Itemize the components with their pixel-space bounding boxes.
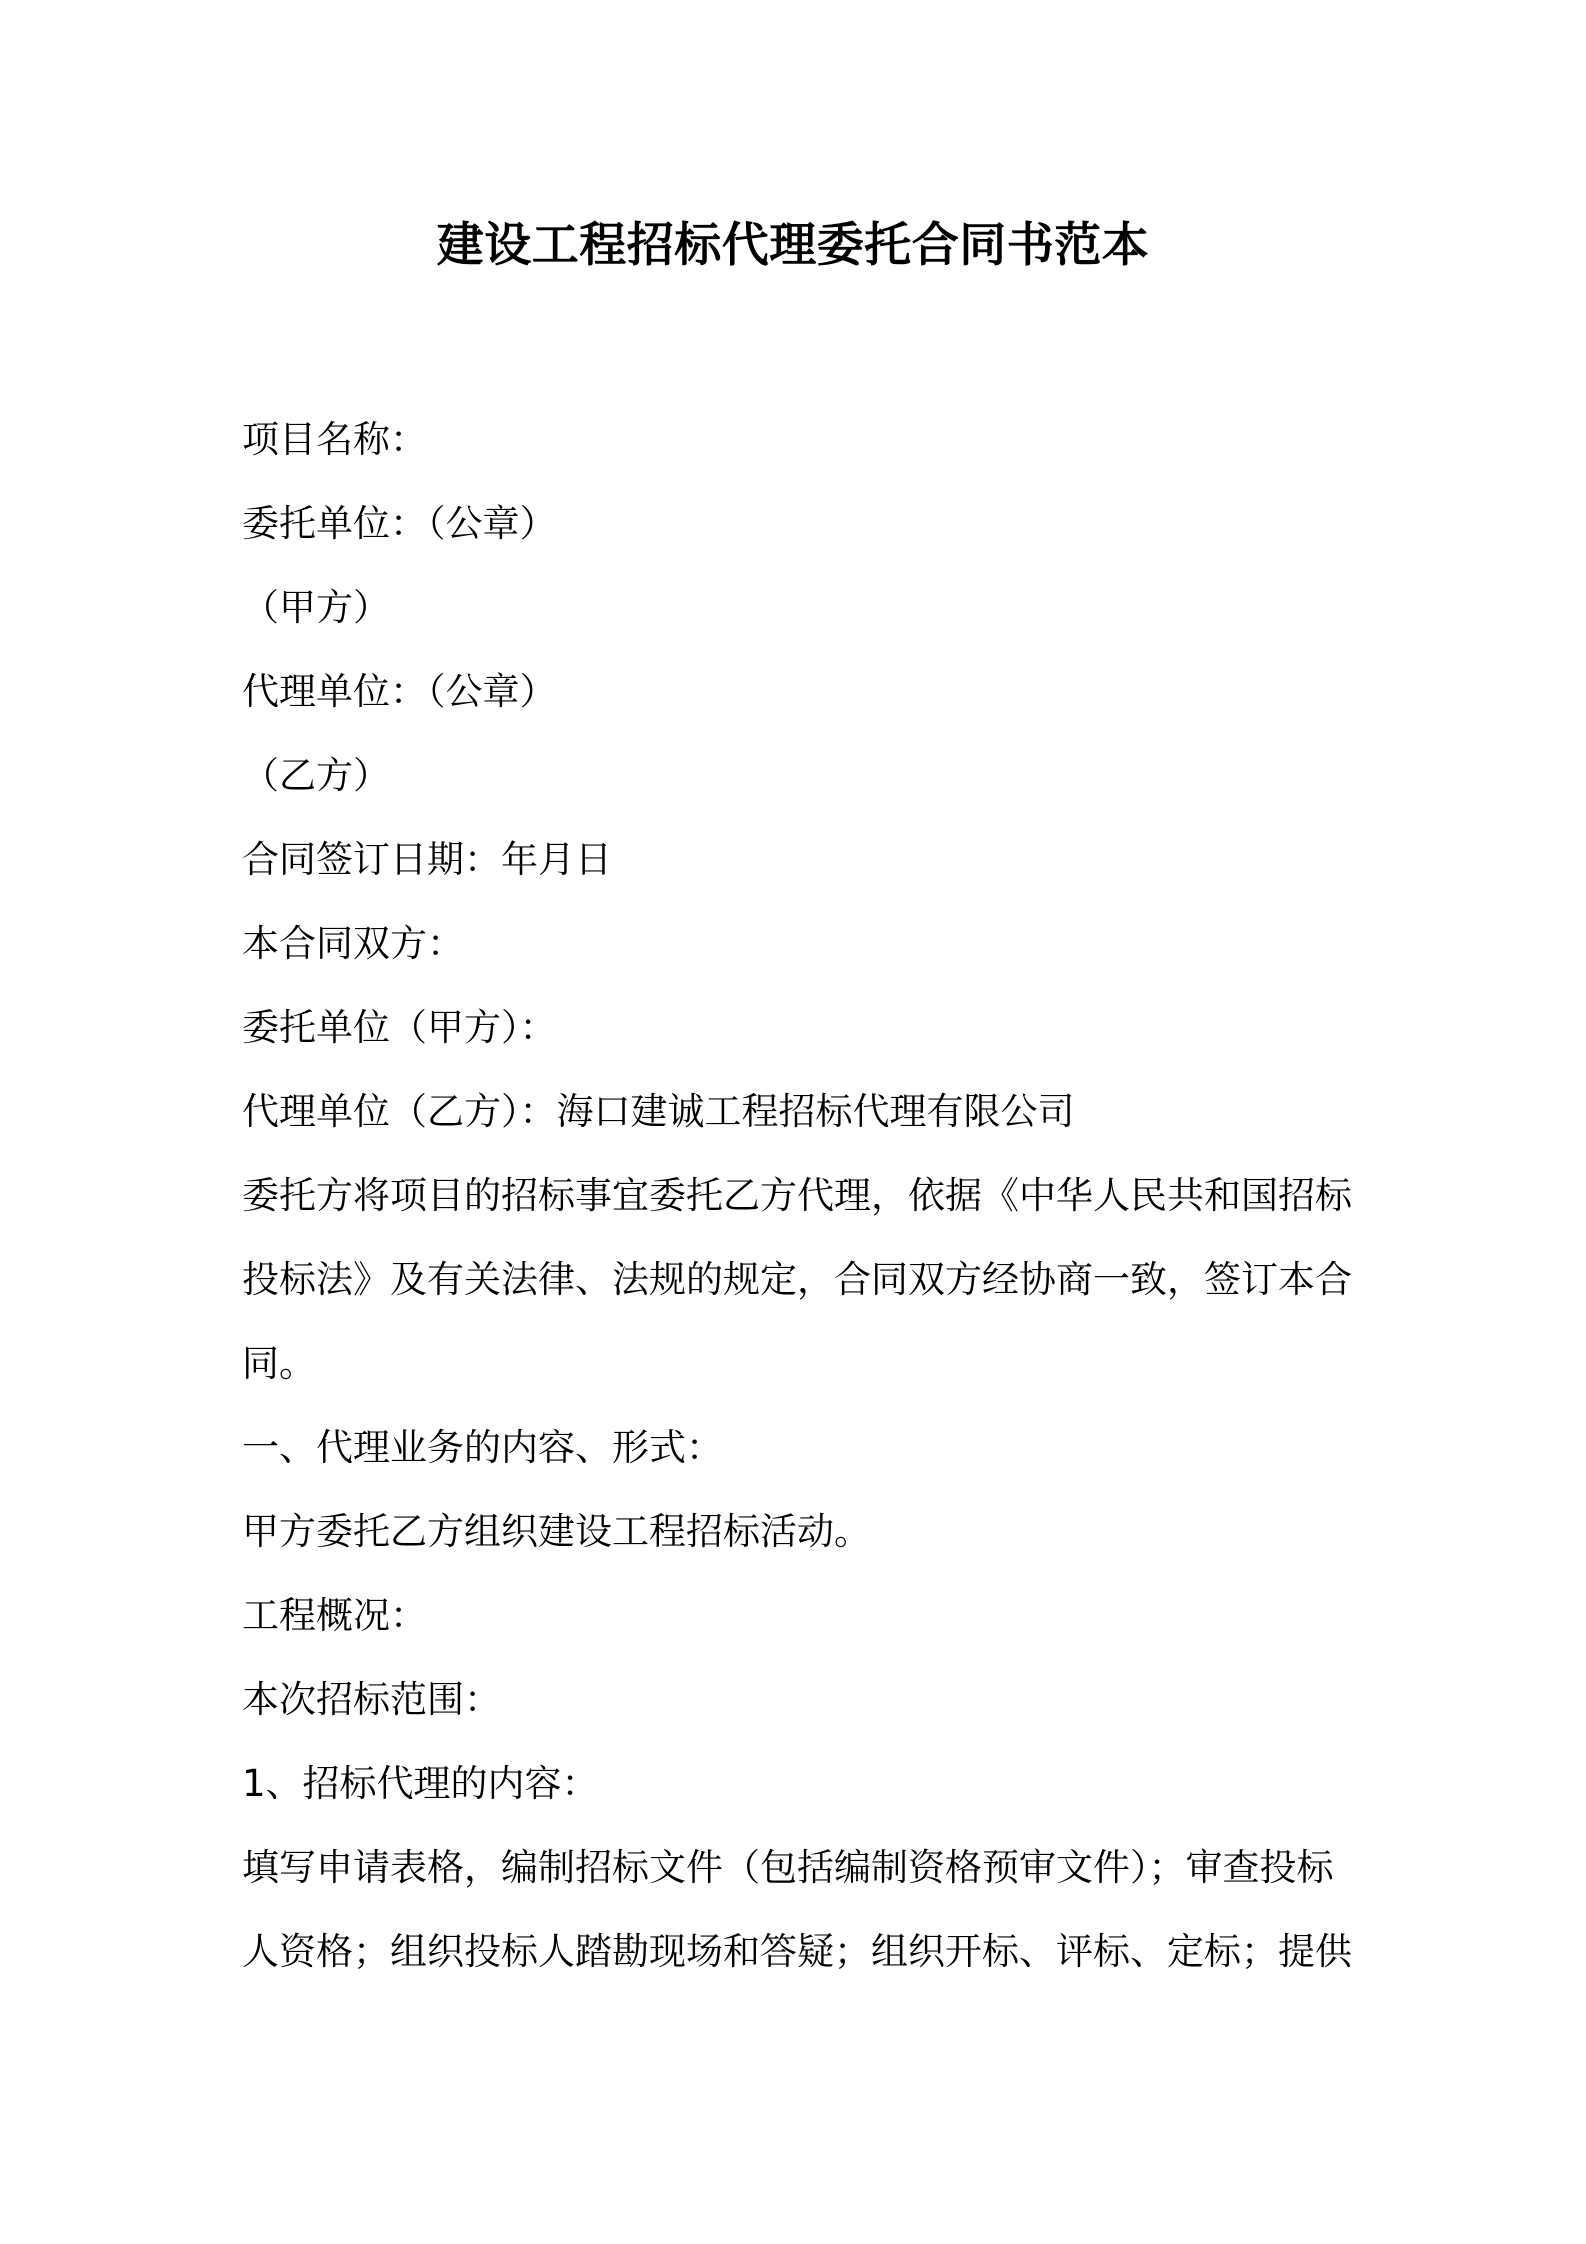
intro-paragraph-line-2: 投标法》及有关法律、法规的规定，合同双方经协商一致，签订本合 [242,1258,1352,1301]
document-title: 建设工程招标代理委托合同书范本 [436,218,1150,273]
document-body [242,398,1362,1994]
both-parties-line: 本合同双方： [242,922,464,965]
client-unit-line: 委托单位：（公章） [242,502,557,545]
bid-scope-line: 本次招标范围： [242,1678,501,1721]
agent-party-b-line: 代理单位（乙方）：海口建诚工程招标代理有限公司 [242,1090,1075,1133]
client-party-a-line: 委托单位（甲方）： [242,1006,557,1049]
intro-paragraph-line-1: 委托方将项目的招标事宜委托乙方代理，依据《中华人民共和国招标 [242,1174,1352,1217]
project-overview-line: 工程概况： [242,1594,427,1637]
intro-paragraph-line-3: 同。 [242,1342,316,1385]
section-1-text: 甲方委托乙方组织建设工程招标活动。 [242,1510,871,1553]
item-1-paragraph-line-1: 填写申请表格，编制招标文件（包括编制资格预审文件）；审查投标 [242,1846,1334,1889]
item-1-heading: 1、招标代理的内容： [242,1762,599,1805]
party-b-line: （乙方） [242,754,390,797]
sign-date-line: 合同签订日期：年月日 [242,838,612,881]
party-a-line: （甲方） [242,586,390,629]
item-1-paragraph-line-2: 人资格；组织投标人踏勘现场和答疑；组织开标、评标、定标；提供 [242,1930,1352,1973]
project-name-line: 项目名称： [242,418,427,461]
agent-unit-line: 代理单位：（公章） [242,670,557,713]
section-1-heading: 一、代理业务的内容、形式： [242,1426,723,1469]
